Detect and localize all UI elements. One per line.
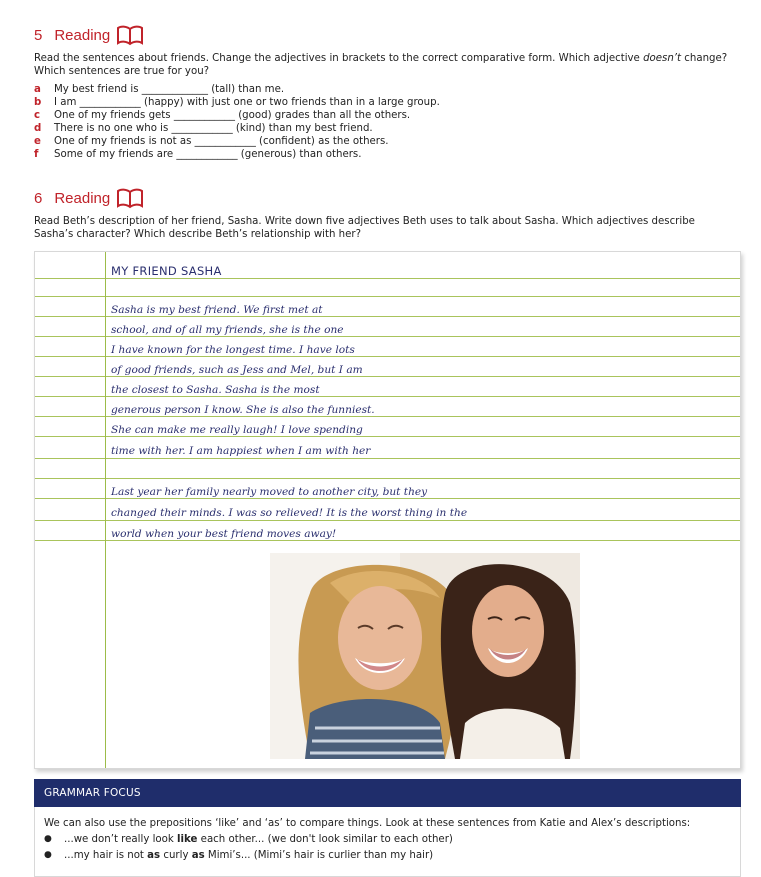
list-item: a My best friend is _____________ (tall) than me. xyxy=(34,84,285,95)
ruled-line xyxy=(35,356,740,357)
section-6-instruction: Read Beth’s description of her friend, Sasha. Write down five adjectives Beth uses to talk about Sasha. Which adjectives describe Sasha’s character? Which describe Beth’s relationship with her? xyxy=(34,216,695,240)
text-line: Last year her family nearly moved to another city, but they xyxy=(111,486,428,498)
ruled-line xyxy=(35,396,740,397)
text-line: time with her. I am happiest when I am with her xyxy=(111,445,371,457)
list-item: e One of my friends is not as ____________ (confident) as the others. xyxy=(34,136,389,147)
notebook-page xyxy=(34,251,741,769)
ruled-line xyxy=(35,296,740,297)
section-6-heading xyxy=(34,187,144,209)
section-title: Reading xyxy=(54,26,111,44)
ruled-line xyxy=(35,520,740,521)
section-number: 6 xyxy=(34,189,43,207)
list-item: b I am ____________ (happy) with just one or two friends than in a large group. xyxy=(34,97,440,108)
ruled-line xyxy=(35,416,740,417)
ruled-line xyxy=(35,376,740,377)
friends-photo xyxy=(270,553,580,759)
ruled-line xyxy=(35,458,740,459)
text-line: the closest to Sasha. Sasha is the most xyxy=(111,384,320,396)
text-line: I have known for the longest time. I have lots xyxy=(111,344,355,356)
ruled-line xyxy=(35,478,740,479)
section-5-instruction: Read the sentences about friends. Change the adjectives in brackets to the correct comparative form. Which adjective doesn’t change? Which sentences are true for you? xyxy=(34,53,728,77)
margin-line xyxy=(105,252,106,768)
list-item: ● ...my hair is not as curly as Mimi’s... (Mimi’s hair is curlier than my hair) xyxy=(44,849,731,865)
ruled-line xyxy=(35,316,740,317)
open-book-icon xyxy=(116,187,144,209)
grammar-intro: We can also use the prepositions ‘like’ and ‘as’ to compare things. Look at these sentences from Katie and Alex’s descriptions: xyxy=(44,818,691,829)
ruled-line xyxy=(35,540,740,541)
grammar-focus-body xyxy=(34,807,741,877)
list-item: c One of my friends gets ____________ (good) grades than all the others. xyxy=(34,110,411,121)
section-title: Reading xyxy=(54,189,111,207)
text-line: school, and of all my friends, she is the one xyxy=(111,324,344,336)
text-line: changed their minds. I was so relieved! It is the worst thing in the xyxy=(111,507,468,519)
list-item: d There is no one who is ____________ (kind) than my best friend. xyxy=(34,123,373,134)
ruled-line xyxy=(35,436,740,437)
two-friends-laughing-image xyxy=(270,553,580,759)
section-5-item-list xyxy=(34,83,440,161)
ruled-line xyxy=(35,498,740,499)
section-5-heading xyxy=(34,24,144,46)
text-line: of good friends, such as Jess and Mel, but I am xyxy=(111,364,363,376)
list-item: ● ...we don’t really look like each other... (we don't look similar to each other) xyxy=(44,833,731,849)
text-line: She can make me really laugh! I love spending xyxy=(111,424,363,436)
text-line: generous person I know. She is also the funniest. xyxy=(111,404,375,416)
bullet-icon: ● xyxy=(44,834,52,844)
text-line: Sasha is my best friend. We first met at xyxy=(111,304,323,316)
ruled-line xyxy=(35,278,740,279)
list-item: f Some of my friends are ____________ (generous) than others. xyxy=(34,149,362,160)
open-book-icon xyxy=(116,24,144,46)
ruled-line xyxy=(35,336,740,337)
bullet-icon: ● xyxy=(44,850,52,860)
section-number: 5 xyxy=(34,26,43,44)
grammar-focus-header: GRAMMAR FOCUS xyxy=(34,779,741,807)
notebook-title: MY FRIEND SASHA xyxy=(111,264,222,278)
text-line: world when your best friend moves away! xyxy=(111,528,337,540)
